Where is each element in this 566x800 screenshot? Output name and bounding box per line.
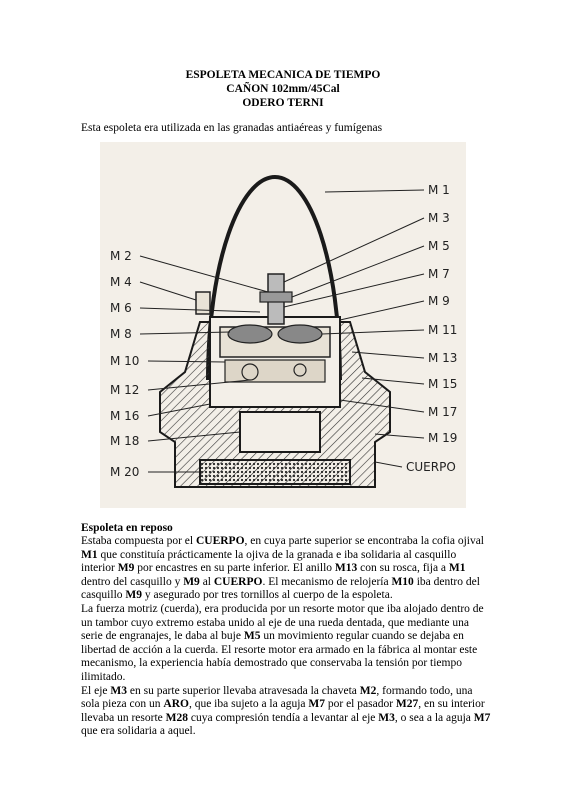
text-run: en su parte superior llevaba atravesada la chaveta [126, 684, 360, 697]
text-run: por el pasador [325, 698, 396, 711]
label-m1: M 1 [428, 183, 450, 197]
text-run: , en cuya parte superior se encontraba la cofia ojival [244, 535, 485, 547]
bold-term: M9 [125, 589, 143, 602]
title-line-3: ODERO TERNI [242, 97, 324, 109]
fuze-diagram-svg [100, 142, 466, 508]
text-run: , que iba sujeto a la aguja [188, 698, 309, 711]
bold-term: ARO [163, 698, 189, 711]
label-m11: M 11 [428, 323, 458, 337]
text-run: y asegurado por tres tornillos al cuerpo de la espoleta. [142, 589, 393, 602]
vane-right [278, 325, 322, 343]
label-m15: M 15 [428, 377, 458, 391]
text-run: con su rosca, fija a [357, 562, 449, 575]
bold-term: M1 [448, 562, 466, 575]
bold-term: M10 [391, 575, 414, 588]
text-run: . El mecanismo de relojería [262, 575, 392, 588]
vane-left [228, 325, 272, 343]
label-m20: M 20 [110, 465, 140, 479]
title-line-2: CAÑON 102mm/45Cal [226, 83, 340, 95]
label-m3: M 3 [428, 211, 450, 225]
bold-term: CUERPO [213, 575, 263, 588]
hub-m5 [260, 292, 292, 302]
fuze-diagram [100, 142, 466, 508]
label-m12: M 12 [110, 383, 140, 397]
intro-text: Esta espoleta era utilizada en las granadas antiaéreas y fumígenas [81, 122, 383, 134]
bold-term: M28 [165, 711, 188, 724]
bold-term: M3 [378, 711, 395, 724]
bold-term: M5 [243, 630, 261, 643]
document-title [0, 68, 566, 110]
bold-term: M2 [359, 684, 377, 697]
label-m10: M 10 [110, 354, 140, 368]
paragraph-3 [81, 685, 491, 739]
label-m7: M 7 [428, 267, 450, 281]
text-run: dentro del casquillo y [81, 575, 184, 588]
bold-term: M27 [395, 698, 419, 711]
charge-m20 [200, 460, 350, 484]
text-run: , o sea a la aguja [394, 711, 474, 724]
text-run: que era solidaria a aquel. [81, 725, 196, 738]
paragraph-1 [81, 535, 491, 603]
label-m19: M 19 [428, 431, 458, 445]
paragraph-2 [81, 603, 491, 685]
text-run: La fuerza motriz (cuerda), era producida por un resorte motor que iba alojado dentro de un tambor cuyo extremo estaba unido al eje de una rueda dentada, que mediante una serie de engranajes, le daba al buje [81, 602, 484, 643]
label-m18: M 18 [110, 434, 140, 448]
label-m5: M 5 [428, 239, 450, 253]
title-line-1: ESPOLETA MECANICA DE TIEMPO [185, 69, 381, 81]
section-body [81, 535, 491, 739]
bold-term: M13 [334, 562, 358, 575]
section-heading: Espoleta en reposo [81, 522, 173, 534]
text-run: , formando todo, una sola pieza con un [81, 684, 473, 711]
text-run: iba dentro del casquillo [81, 575, 480, 602]
label-m4: M 4 [110, 275, 132, 289]
text-run: por encastres en su parte inferior. El anillo [134, 562, 335, 575]
bold-term: M7 [473, 711, 491, 724]
bold-term: M7 [308, 698, 325, 711]
text-run: El eje [81, 684, 111, 697]
bold-term: M9 [117, 562, 135, 575]
text-run: , en su interior llevaba un resorte [81, 698, 485, 724]
bold-term: M3 [110, 684, 127, 697]
text-run: Estaba compuesta por el [81, 535, 196, 547]
label-cuerpo: CUERPO [406, 460, 456, 474]
bold-term: M1 [81, 548, 98, 561]
label-m6: M 6 [110, 301, 132, 315]
label-m8: M 8 [110, 327, 132, 341]
text-run: que constituía prácticamente la ojiva de la granada e iba solidaria al casquillo interior [81, 548, 457, 575]
label-m2: M 2 [110, 249, 132, 263]
bold-term: CUERPO [195, 535, 245, 547]
label-m9: M 9 [428, 294, 450, 308]
label-m13: M 13 [428, 351, 458, 365]
text-run: al [199, 575, 214, 588]
lower-chamber-m18 [240, 412, 320, 452]
label-m16: M 16 [110, 409, 140, 423]
text-run: un movimiento regular cuando se dejaba en libertad de acción a la cuerda. El resorte motor era armado en la fábrica al montar este mecanismo, la experiencia había demostrado que conservaba la tensión por tiempo ilimitado. [81, 630, 478, 683]
bold-term: M9 [183, 575, 200, 588]
label-m17: M 17 [428, 405, 458, 419]
gear-train [225, 360, 325, 382]
text-run: cuya compresión tendía a levantar al eje [187, 711, 379, 724]
